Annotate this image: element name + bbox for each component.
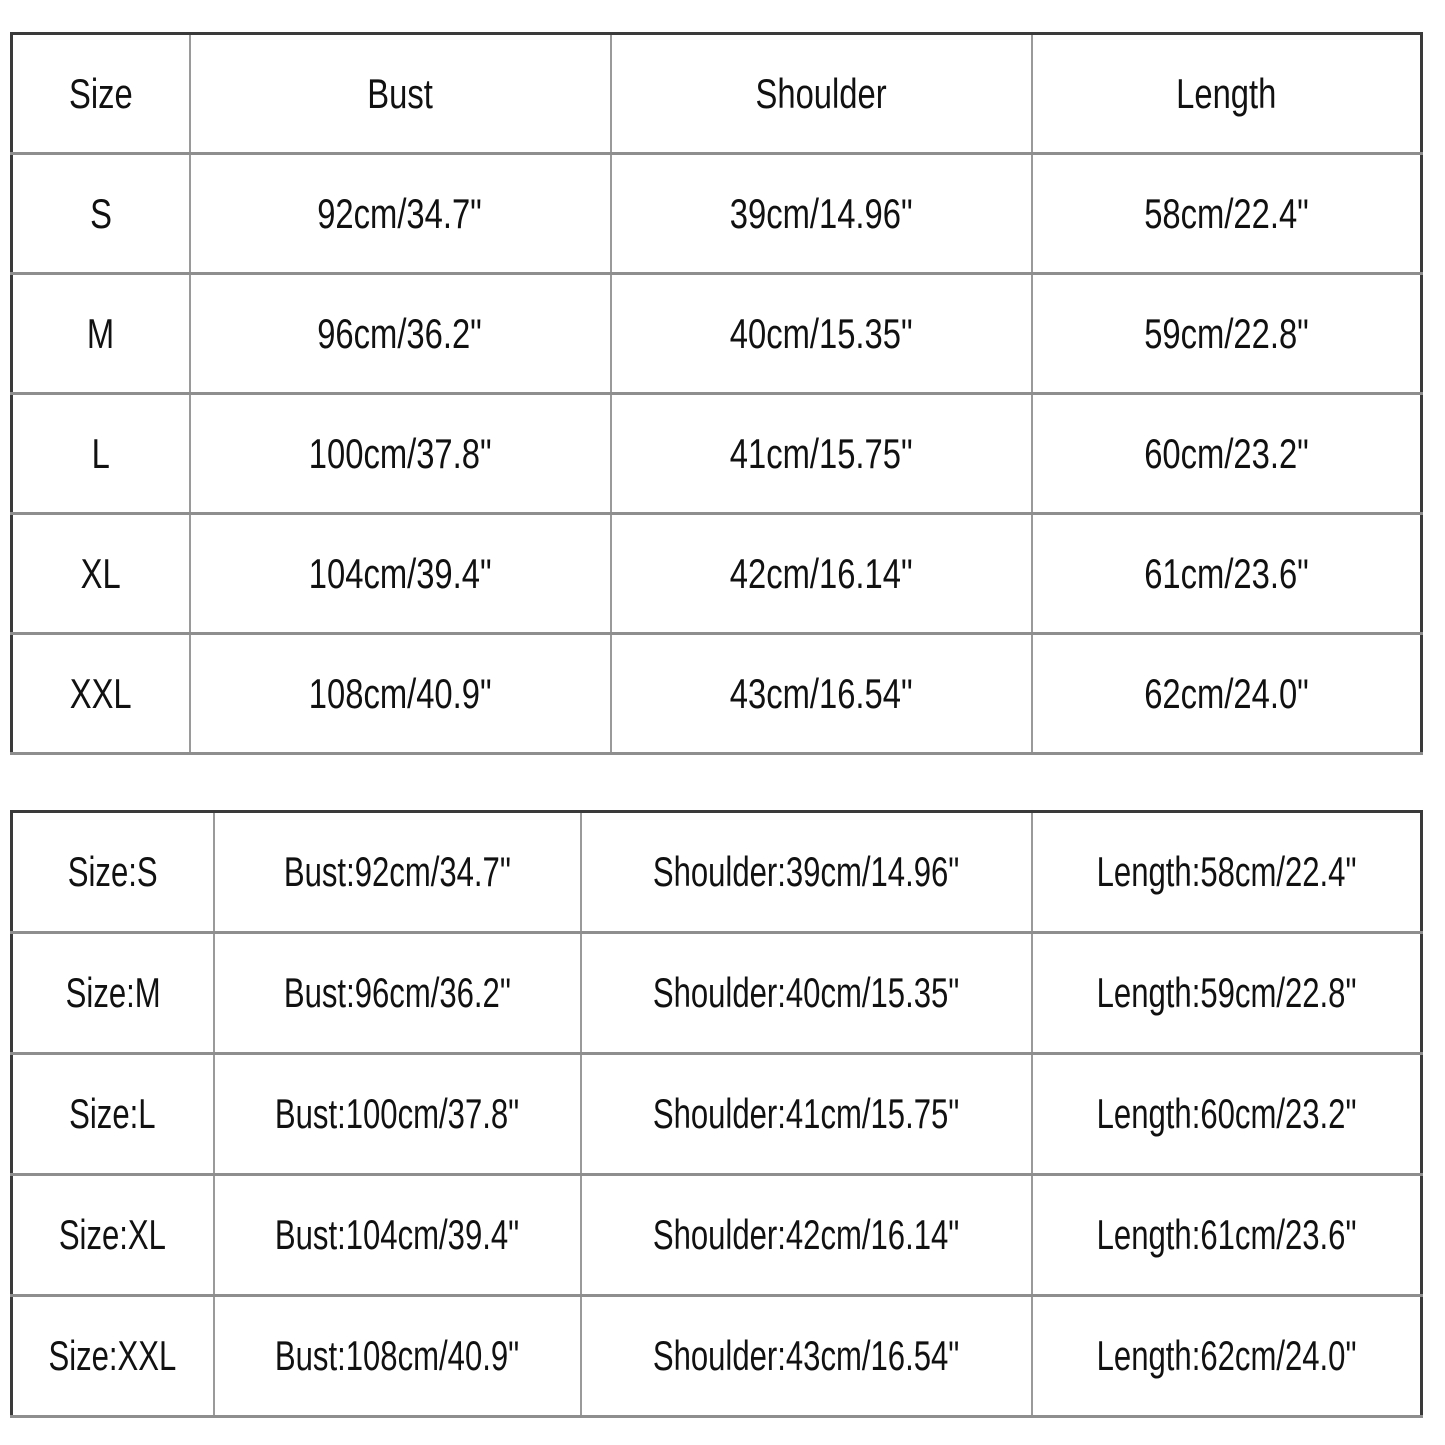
header-length: Length: [1176, 69, 1277, 117]
size-chart-table: [10, 32, 1423, 755]
header-cell: [190, 34, 611, 154]
bust-cell: [214, 1054, 581, 1175]
cell-text: M: [87, 309, 115, 357]
table-row: [12, 1175, 1422, 1296]
table-row: [12, 812, 1422, 933]
cell-text: 92cm/34.7": [317, 189, 483, 237]
table-row: [12, 1296, 1422, 1417]
cell-text: 39cm/14.96": [729, 189, 913, 237]
cell-text: Shoulder:43cm/16.54": [652, 1332, 960, 1379]
size-cell: [12, 933, 214, 1054]
cell-text: 96cm/36.2": [317, 309, 483, 357]
cell-text: L: [91, 429, 110, 477]
length-cell: [1032, 812, 1422, 933]
cell-text: Shoulder:41cm/15.75": [652, 1090, 960, 1137]
length-cell: [1032, 394, 1422, 514]
bust-cell: [190, 274, 611, 394]
cell-text: 59cm/22.8": [1143, 309, 1309, 357]
cell-text: Length:60cm/23.2": [1096, 1090, 1357, 1137]
size-cell: [12, 394, 190, 514]
table-header-row: [12, 34, 1422, 154]
table-row: [12, 514, 1422, 634]
bust-cell: [190, 514, 611, 634]
cell-text: Size:S: [67, 848, 158, 895]
size-cell: [12, 634, 190, 754]
cell-text: Bust:104cm/39.4": [274, 1211, 520, 1258]
cell-text: 108cm/40.9": [308, 669, 492, 717]
bust-cell: [214, 1175, 581, 1296]
size-cell: [12, 274, 190, 394]
table-row: [12, 154, 1422, 274]
header-cell: [611, 34, 1032, 154]
bust-cell: [190, 634, 611, 754]
cell-text: 40cm/15.35": [729, 309, 913, 357]
header-cell: [12, 34, 190, 154]
cell-text: Bust:96cm/36.2": [283, 969, 511, 1016]
cell-text: Shoulder:40cm/15.35": [652, 969, 960, 1016]
header-bust: Bust: [367, 69, 433, 117]
size-cell: [12, 154, 190, 274]
cell-text: Length:59cm/22.8": [1096, 969, 1357, 1016]
length-cell: [1032, 1296, 1422, 1417]
table-row: [12, 394, 1422, 514]
cell-text: Bust:100cm/37.8": [274, 1090, 520, 1137]
cell-text: 43cm/16.54": [729, 669, 913, 717]
header-cell: [1032, 34, 1422, 154]
cell-text: 61cm/23.6": [1143, 549, 1309, 597]
cell-text: Length:61cm/23.6": [1096, 1211, 1357, 1258]
cell-text: Size:XL: [59, 1211, 167, 1258]
header-shoulder: Shoulder: [755, 69, 887, 117]
size-cell: [12, 514, 190, 634]
cell-text: 104cm/39.4": [308, 549, 492, 597]
length-cell: [1032, 1175, 1422, 1296]
cell-text: Size:M: [65, 969, 161, 1016]
table-row: [12, 933, 1422, 1054]
shoulder-cell: [581, 933, 1032, 1054]
shoulder-cell: [611, 394, 1032, 514]
bust-cell: [190, 154, 611, 274]
length-cell: [1032, 154, 1422, 274]
cell-text: 62cm/24.0": [1143, 669, 1309, 717]
cell-text: Length:58cm/22.4": [1096, 848, 1357, 895]
length-cell: [1032, 933, 1422, 1054]
cell-text: 60cm/23.2": [1143, 429, 1309, 477]
cell-text: 41cm/15.75": [729, 429, 913, 477]
bust-cell: [214, 812, 581, 933]
header-size: Size: [68, 69, 133, 117]
cell-text: 42cm/16.14": [729, 549, 913, 597]
bust-cell: [214, 1296, 581, 1417]
labeled-size-table: [10, 810, 1423, 1418]
cell-text: Size:XXL: [48, 1332, 177, 1379]
cell-text: Length:62cm/24.0": [1096, 1332, 1357, 1379]
table-row: [12, 274, 1422, 394]
cell-text: Bust:92cm/34.7": [283, 848, 511, 895]
cell-text: 58cm/22.4": [1143, 189, 1309, 237]
shoulder-cell: [611, 154, 1032, 274]
length-cell: [1032, 1054, 1422, 1175]
cell-text: Size:L: [69, 1090, 156, 1137]
cell-text: Shoulder:42cm/16.14": [652, 1211, 960, 1258]
cell-text: Shoulder:39cm/14.96": [652, 848, 960, 895]
bust-cell: [190, 394, 611, 514]
size-cell: [12, 1296, 214, 1417]
shoulder-cell: [611, 634, 1032, 754]
cell-text: S: [89, 189, 112, 237]
shoulder-cell: [581, 812, 1032, 933]
shoulder-cell: [611, 514, 1032, 634]
table-row: [12, 1054, 1422, 1175]
size-cell: [12, 1054, 214, 1175]
shoulder-cell: [611, 274, 1032, 394]
length-cell: [1032, 274, 1422, 394]
size-cell: [12, 812, 214, 933]
cell-text: 100cm/37.8": [308, 429, 492, 477]
cell-text: XL: [80, 549, 121, 597]
length-cell: [1032, 514, 1422, 634]
cell-text: XXL: [69, 669, 132, 717]
table-row: [12, 634, 1422, 754]
size-cell: [12, 1175, 214, 1296]
cell-text: Bust:108cm/40.9": [274, 1332, 520, 1379]
length-cell: [1032, 634, 1422, 754]
shoulder-cell: [581, 1175, 1032, 1296]
shoulder-cell: [581, 1296, 1032, 1417]
bust-cell: [214, 933, 581, 1054]
shoulder-cell: [581, 1054, 1032, 1175]
